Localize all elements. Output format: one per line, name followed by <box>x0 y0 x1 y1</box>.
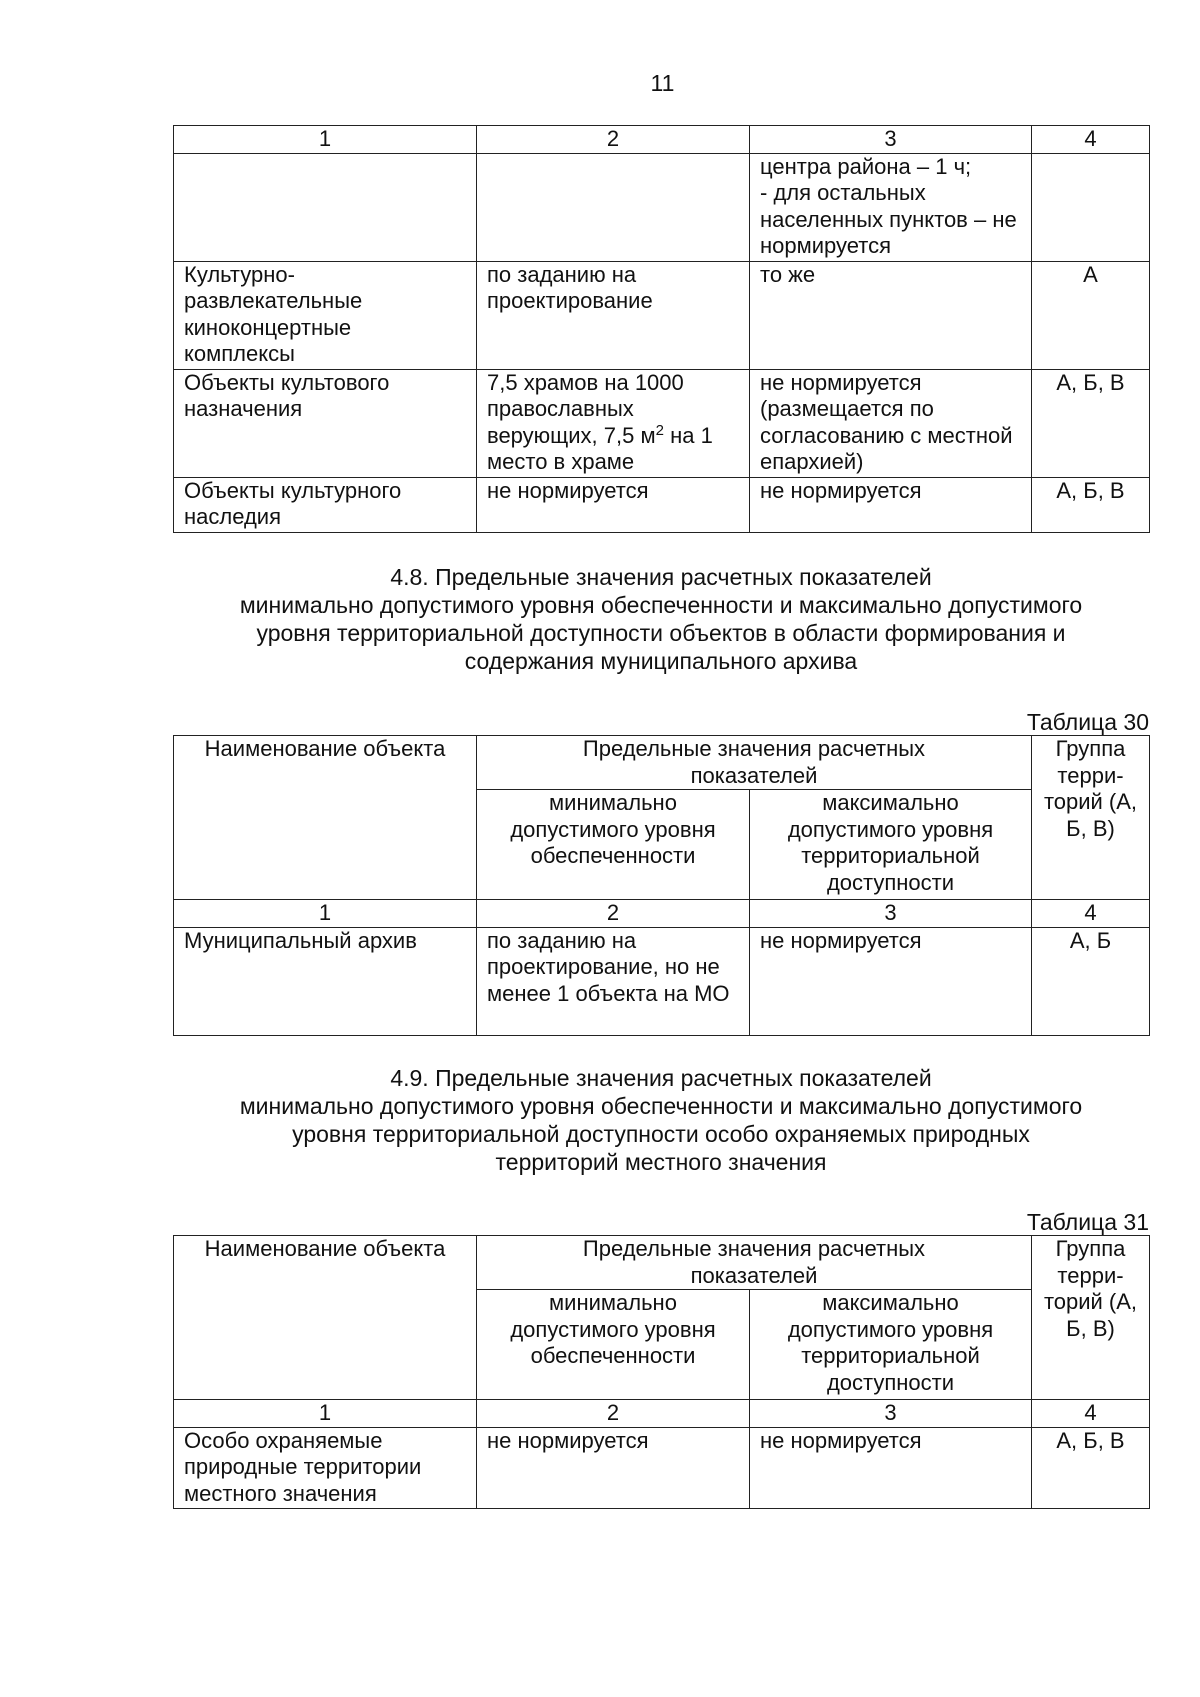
table-cell: А, Б <box>1032 927 1150 1035</box>
table-cell: по заданию на проектирование, но не менее 1 объекта на МО <box>477 927 750 1035</box>
header-group: Группа терри-торий (А, Б, В) <box>1032 1236 1150 1400</box>
header-row <box>174 1236 1150 1290</box>
title-line: содержания муниципального архива <box>464 648 858 674</box>
header-row <box>174 736 1150 790</box>
table-cell: не нормируется <box>750 477 1032 532</box>
table-row <box>174 1427 1150 1508</box>
header-group: Группа терри-торий (А, Б, В) <box>1032 736 1150 900</box>
col-number: 4 <box>1032 900 1150 928</box>
title-line: 4.8. Предельные значения расчетных показателей <box>390 564 932 590</box>
section-title-4-9 <box>173 1064 1149 1176</box>
table-cell <box>174 153 477 261</box>
table-cell: А, Б, В <box>1032 1427 1150 1508</box>
table-cell: не нормируется (размещается по согласованию с местной епархией) <box>750 369 1032 477</box>
table-cell <box>1032 153 1150 261</box>
col-number: 1 <box>174 1400 477 1428</box>
table-row <box>174 369 1150 477</box>
title-line: минимально допустимого уровня обеспеченности и максимально допустимого <box>239 592 1083 618</box>
header-object-name: Наименование объекта <box>174 736 477 900</box>
table-cell: Муниципальный архив <box>174 927 477 1035</box>
table-cell: Объекты культурного наследия <box>174 477 477 532</box>
header-max: максимально допустимого уровня территориальной доступности <box>750 1290 1032 1400</box>
title-line: уровня территориальной доступности объектов в области формирования и <box>256 620 1066 646</box>
table-cell: Объекты культового назначения <box>174 369 477 477</box>
col-number: 1 <box>174 900 477 928</box>
table-cell: центра района – 1 ч; - для остальных населенных пунктов – не нормируется <box>750 153 1032 261</box>
col-number: 2 <box>477 1400 750 1428</box>
col-number: 3 <box>750 900 1032 928</box>
table-cell: Особо охраняемые природные территории местного значения <box>174 1427 477 1508</box>
header-values: Предельные значения расчетных показателей <box>477 736 1032 790</box>
table-cell <box>477 153 750 261</box>
continued-table <box>173 125 1150 533</box>
title-line: уровня территориальной доступности особо охраняемых природных <box>292 1121 1030 1147</box>
col-number: 2 <box>477 126 750 154</box>
title-line: территорий местного значения <box>495 1149 827 1175</box>
col-number: 3 <box>750 126 1032 154</box>
table-cell: то же <box>750 261 1032 369</box>
table-row <box>174 153 1150 261</box>
col-number: 1 <box>174 126 477 154</box>
table-cell: по заданию на проектирование <box>477 261 750 369</box>
table-number-row <box>174 900 1150 928</box>
table-cell: Культурно-развлекательные киноконцертные комплексы <box>174 261 477 369</box>
table-cell: А <box>1032 261 1150 369</box>
cell-text: на 1 место в храме <box>487 422 713 474</box>
table-number-row <box>174 126 1150 154</box>
header-min: минимально допустимого уровня обеспеченности <box>477 790 750 900</box>
superscript: 2 <box>655 421 664 439</box>
table-row <box>174 261 1150 369</box>
page-number: 11 <box>650 70 675 96</box>
table-cell: не нормируется <box>750 927 1032 1035</box>
table-cell <box>477 369 750 477</box>
table-cell: А, Б, В <box>1032 369 1150 477</box>
header-max: максимально допустимого уровня территориальной доступности <box>750 790 1032 900</box>
table-number-row <box>174 1400 1150 1428</box>
header-min: минимально допустимого уровня обеспеченности <box>477 1290 750 1400</box>
table-cell: не нормируется <box>477 1427 750 1508</box>
col-number: 2 <box>477 900 750 928</box>
col-number: 4 <box>1032 1400 1150 1428</box>
col-number: 4 <box>1032 126 1150 154</box>
title-line: минимально допустимого уровня обеспеченности и максимально допустимого <box>239 1093 1083 1119</box>
table-row <box>174 927 1150 1035</box>
section-title-4-8 <box>173 563 1149 675</box>
cell-text: 7,5 храмов на 1000 православных верующих, 7,5 м <box>487 369 684 448</box>
table-caption: Таблица 30 <box>1026 709 1149 735</box>
table-30 <box>173 735 1150 1036</box>
table-31 <box>173 1235 1150 1509</box>
header-object-name: Наименование объекта <box>174 1236 477 1400</box>
title-line: 4.9. Предельные значения расчетных показателей <box>390 1065 932 1091</box>
table-row <box>174 477 1150 532</box>
col-number: 3 <box>750 1400 1032 1428</box>
table-caption: Таблица 31 <box>1026 1209 1149 1235</box>
table-cell: не нормируется <box>750 1427 1032 1508</box>
header-values: Предельные значения расчетных показателей <box>477 1236 1032 1290</box>
table-cell: А, Б, В <box>1032 477 1150 532</box>
table-cell: не нормируется <box>477 477 750 532</box>
